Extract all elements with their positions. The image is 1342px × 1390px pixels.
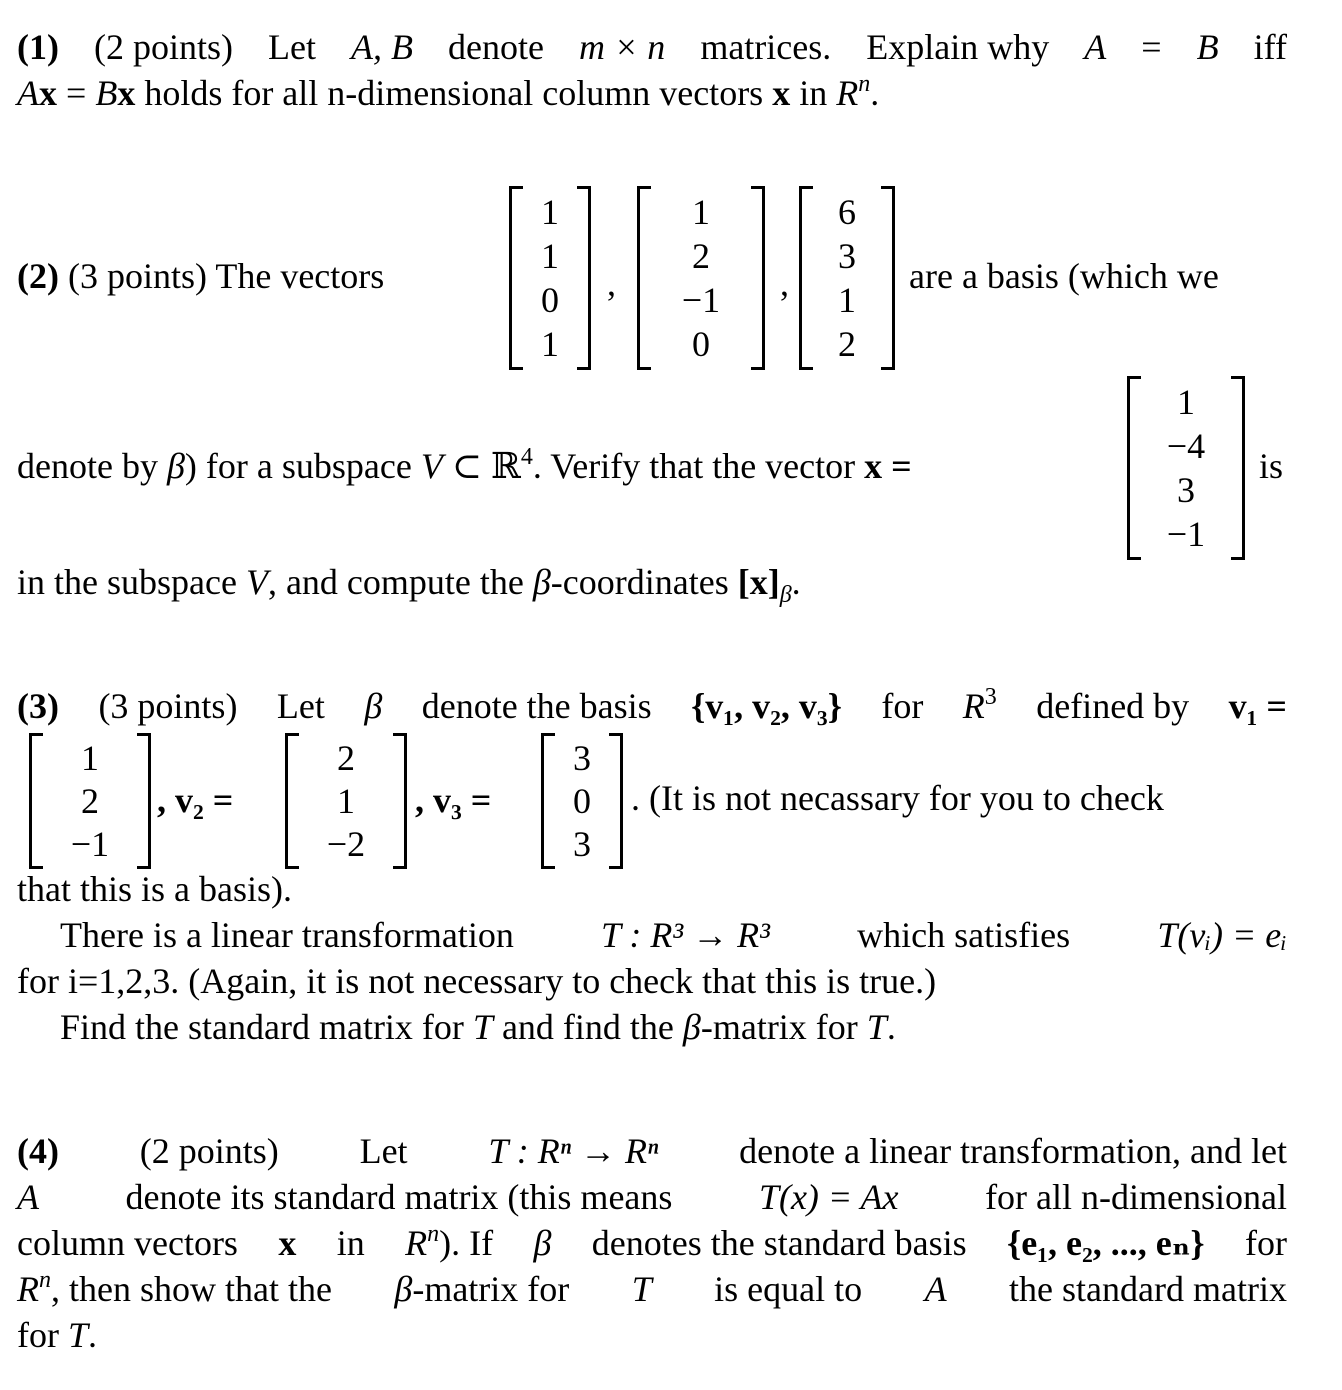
- math-beta: β: [779, 582, 792, 608]
- math-T: T: [631, 1269, 652, 1309]
- text: . Verify that the vector: [532, 446, 856, 486]
- math-R: ℝ: [490, 446, 521, 486]
- matrix-entry: 3: [838, 236, 856, 276]
- problem-3-line-5: for i=1,2,3. (Again, it is not necessary to check that this is true.): [17, 961, 937, 1001]
- text: in the subspace: [17, 562, 237, 602]
- text: matrices.: [700, 27, 832, 67]
- text: in: [336, 1223, 365, 1263]
- math-beta: β: [364, 686, 383, 726]
- matrix-entry: 1: [1177, 382, 1195, 422]
- text: ) for a subspace: [184, 446, 412, 486]
- text: is equal to: [714, 1269, 863, 1309]
- problem-4-line-5: for T.: [17, 1315, 98, 1355]
- matrix-entry: 6: [838, 192, 856, 232]
- matrix-entry: −1: [1166, 514, 1206, 554]
- text: column vectors: [17, 1223, 238, 1263]
- text: Let: [276, 686, 325, 726]
- math-beta: β: [394, 1269, 413, 1309]
- v2-vector: [285, 733, 407, 869]
- math-T-vi: T(vᵢ) = eᵢ: [1157, 915, 1287, 955]
- matrix-entry: 1: [541, 236, 559, 276]
- matrix-entry: 2: [692, 236, 710, 276]
- matrix-entry: 1: [541, 324, 559, 364]
- math-x-eq: x =: [864, 446, 912, 486]
- math-v3-eq: , v₃ =: [415, 780, 492, 820]
- text: are a basis (which we: [909, 256, 1219, 296]
- problem-4-line-1: [17, 1128, 1287, 1174]
- math-beta: β: [682, 1007, 701, 1047]
- v3-vector: [541, 733, 623, 869]
- matrix-entry: −4: [1166, 426, 1206, 466]
- text: Explain why: [866, 27, 1050, 67]
- text: -matrix for: [700, 1007, 858, 1047]
- text: denote by: [17, 446, 158, 486]
- matrix-entry: 3: [573, 823, 591, 864]
- comma: ,: [607, 263, 616, 303]
- math-subset: ⊂: [451, 446, 482, 486]
- math-B: B: [95, 73, 118, 113]
- problem-4-line-3: [17, 1220, 1287, 1266]
- text: .: [870, 73, 880, 113]
- math-AB: A, B: [351, 27, 413, 67]
- text: There is a linear transformation: [60, 915, 514, 955]
- matrix-entry: 0: [692, 324, 710, 364]
- matrix-entry: 1: [337, 780, 355, 821]
- text: which satisfies: [857, 915, 1071, 955]
- text: denote the basis: [421, 686, 652, 726]
- problem-3-line-4: [17, 912, 1287, 958]
- text: for all n-dimensional: [985, 1177, 1287, 1217]
- problem-4-points: (2 points): [139, 1131, 279, 1171]
- text: holds for all n-dimensional column vectors: [144, 73, 764, 113]
- problem-3-number: (3): [17, 686, 59, 726]
- matrix-entry: 2: [337, 738, 355, 779]
- math-x: x: [39, 73, 57, 113]
- problem-3: [17, 0, 1287, 1060]
- math-A: A: [924, 1269, 947, 1309]
- math-V: V: [420, 446, 443, 486]
- math-4: 4: [520, 444, 533, 470]
- text: for: [881, 686, 924, 726]
- math-A: A: [17, 73, 39, 113]
- math-A: A: [1084, 27, 1107, 67]
- problem-2-line-3: in the subspace V, and compute the β-coordinates $[x]_\beta$.: [17, 562, 801, 608]
- text: denote its standard matrix (this means: [125, 1177, 673, 1217]
- math-T-map: T : R³ → R³: [601, 915, 770, 955]
- matrix-entry: 2: [838, 324, 856, 364]
- text: , and compute the: [267, 562, 524, 602]
- math-T: T: [866, 1007, 887, 1047]
- math-R: R: [17, 1269, 39, 1309]
- matrix-entry: 0: [541, 280, 559, 320]
- comma: ,: [780, 263, 789, 303]
- math-n: n: [858, 71, 871, 97]
- math-beta: β: [532, 562, 551, 602]
- text: The vectors: [215, 256, 385, 296]
- matrix-entry: −1: [70, 823, 110, 864]
- math-T-map: T : Rⁿ → Rⁿ: [488, 1131, 659, 1171]
- math-A: A: [17, 1177, 39, 1217]
- problem-4-line-2: [17, 1174, 1287, 1220]
- matrix-entry: 1: [541, 192, 559, 232]
- text: -matrix for: [412, 1269, 570, 1309]
- text: is: [1259, 446, 1284, 486]
- text: , then show that the: [51, 1269, 332, 1309]
- text: for: [1244, 1223, 1287, 1263]
- text: denotes the standard basis: [591, 1223, 967, 1263]
- problem-3-line-3: that this is a basis).: [17, 869, 292, 909]
- math-e-set: {e₁, e₂, ..., eₙ}: [1007, 1223, 1205, 1263]
- text: ). If: [439, 1223, 494, 1263]
- matrix-entry: 0: [573, 780, 591, 821]
- matrix-entry: 2: [81, 780, 99, 821]
- text: -coordinates: [550, 562, 729, 602]
- matrix-entry: 1: [81, 738, 99, 779]
- math-3: 3: [984, 684, 997, 710]
- matrix-entry: −2: [326, 823, 366, 864]
- text: . (It is not necassary for you to check: [631, 778, 1164, 818]
- text: the standard matrix: [1009, 1269, 1287, 1309]
- math-R: R: [962, 686, 985, 726]
- matrix-entry: 1: [838, 280, 856, 320]
- math-T: T: [472, 1007, 493, 1047]
- problem-4-number: (4): [17, 1131, 59, 1171]
- text: .: [886, 1007, 896, 1047]
- math-V: V: [245, 562, 268, 602]
- problem-1-points: (2 points): [94, 27, 233, 67]
- text: Let: [268, 27, 316, 67]
- math-x: x: [772, 73, 791, 113]
- math-n: n: [39, 1267, 51, 1293]
- math-T: T: [67, 1315, 89, 1355]
- math-basis-set: {v₁, v₂, v₃}: [691, 686, 842, 726]
- math-Tx-eq: T(x) = Ax: [758, 1177, 899, 1217]
- matrix-entry: 3: [573, 738, 591, 779]
- text: defined by: [1036, 686, 1190, 726]
- text: Let: [359, 1131, 408, 1171]
- text: Find the standard matrix for: [60, 1007, 464, 1047]
- matrix-entry: −1: [681, 280, 721, 320]
- text: iff: [1253, 27, 1287, 67]
- math-beta: β: [166, 446, 185, 486]
- matrix-entry: 1: [692, 192, 710, 232]
- math-mxn: m × n: [579, 27, 666, 67]
- math-x-coords: [x]: [737, 562, 780, 602]
- math-x: x: [278, 1223, 297, 1263]
- problem-2-number: (2): [17, 256, 59, 296]
- problem-2-points: (3 points): [67, 256, 207, 296]
- text: denote a linear transformation, and let: [739, 1131, 1287, 1171]
- problem-4-line-4: [17, 1266, 1287, 1312]
- math-R: R: [405, 1223, 428, 1263]
- problem-1-number: (1): [17, 27, 59, 67]
- problem-3-points: (3 points): [98, 686, 238, 726]
- math-R: R: [836, 73, 859, 113]
- text: and find the: [501, 1007, 674, 1047]
- text: in: [799, 73, 828, 113]
- math-x: x: [117, 73, 136, 113]
- problem-3-line-1: [17, 683, 1287, 729]
- math-eq: =: [66, 73, 87, 113]
- text: denote: [448, 27, 544, 67]
- math-v2-eq: , v₂ =: [157, 780, 234, 820]
- math-v1-eq: v₁ =: [1228, 686, 1287, 726]
- math-beta: β: [533, 1223, 552, 1263]
- v1-vector: [29, 733, 151, 869]
- text: for: [17, 1315, 59, 1355]
- math-B: B: [1196, 27, 1219, 67]
- problem-3-line-6: [17, 1004, 1287, 1050]
- math-eq: =: [1141, 27, 1162, 67]
- math-n: n: [427, 1221, 440, 1247]
- matrix-entry: 3: [1177, 470, 1195, 510]
